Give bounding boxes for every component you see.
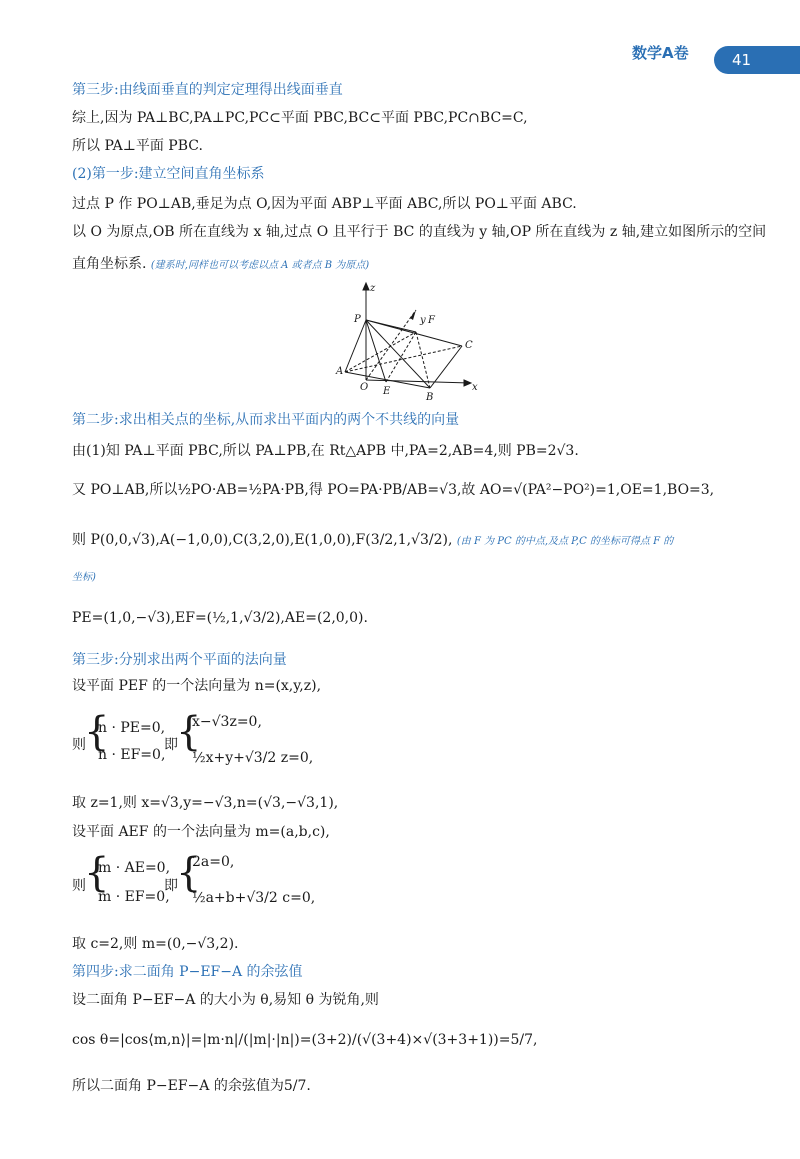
svg-text:F: F: [428, 315, 435, 326]
svg-text:E: E: [383, 386, 391, 397]
svg-text:z: z: [370, 283, 376, 294]
margin-note: (建系时,同样也可以考虑以点 A 或者点 B 为原点): [150, 260, 370, 271]
header-title: 数学A卷: [632, 44, 689, 62]
svg-text:x: x: [472, 382, 478, 393]
text-line: 设平面 PEF 的一个法向量为 n=(x,y,z),: [72, 678, 322, 694]
page-number-badge: 41: [714, 46, 800, 74]
text-line: 所以 PA⊥平面 PBC.: [72, 138, 203, 154]
text-line: 取 z=1,则 x=√3,y=−√3,n=(√3,−√3,1),: [72, 795, 339, 811]
text-line: 以 O 为原点,OB 所在直线为 x 轴,过点 O 且平行于 BC 的直线为 y 轴,OP 所在直线为 z 轴,建立如图所示的空间: [72, 224, 767, 240]
brace-left: {: [84, 850, 110, 896]
svg-text:B: B: [426, 392, 434, 403]
text-line: 又 PO⊥AB,所以½PO·AB=½PA·PB,得 PO=PA·PB/AB=√3,故 AO=√(PA²−PO²)=1,OE=1,BO=3,: [72, 482, 715, 498]
ie-label: 即: [164, 878, 178, 894]
then-label: 则: [72, 737, 86, 753]
svg-text:A: A: [336, 366, 344, 377]
margin-note: (由 F 为 PC 的中点,及点 P,C 的坐标可得点 F 的: [456, 536, 674, 547]
svg-text:y: y: [420, 315, 426, 326]
equation: ½x+y+√3/2 z=0,: [192, 750, 314, 766]
step3b-heading: 第三步:分别求出两个平面的法向量: [72, 652, 287, 668]
text-line: [72, 530, 673, 552]
equation: 2a=0,: [192, 854, 235, 870]
text-line: [72, 254, 369, 276]
text-line: 由(1)知 PA⊥平面 PBC,所以 PA⊥PB,在 Rt△APB 中,PA=2,AB=4,则 PB=2√3.: [72, 443, 579, 459]
part2-heading: (2)第一步:建立空间直角坐标系: [72, 166, 265, 182]
step4-heading: 第四步:求二面角 P−EF−A 的余弦值: [72, 964, 303, 980]
equation: m · AE=0,: [98, 860, 171, 876]
svg-text:C: C: [465, 340, 473, 351]
brace-left: {: [176, 709, 202, 755]
ie-label: 即: [164, 737, 178, 753]
text-span: 则 P(0,0,√3),A(−1,0,0),C(3,2,0),E(1,0,0),F(3/2,1,√3/2),: [72, 532, 453, 548]
conclusion-line: 所以二面角 P−EF−A 的余弦值为5/7.: [72, 1078, 311, 1094]
equation: n · PE=0,: [98, 720, 166, 736]
step3-heading: 第三步:由线面垂直的判定定理得出线面垂直: [72, 82, 343, 98]
text-line: 过点 P 作 PO⊥AB,垂足为点 O,因为平面 ABP⊥平面 ABC,所以 PO⊥平面 ABC.: [72, 196, 577, 212]
brace-left: {: [84, 709, 110, 755]
step2-heading: 第二步:求出相关点的坐标,从而求出平面内的两个不共线的向量: [72, 412, 460, 428]
text-line: 取 c=2,则 m=(0,−√3,2).: [72, 936, 239, 952]
vector-line: PE=(1,0,−√3),EF=(½,1,√3/2),AE=(2,0,0).: [72, 610, 368, 626]
equation: ½a+b+√3/2 c=0,: [192, 890, 316, 906]
coordinate-figure: [330, 280, 490, 405]
margin-note: 坐标): [72, 572, 96, 583]
svg-text:O: O: [360, 382, 369, 393]
then-label: 则: [72, 878, 86, 894]
text-line: 设平面 AEF 的一个法向量为 m=(a,b,c),: [72, 824, 330, 840]
cosine-formula: cos θ=|cos⟨m,n⟩|=|m·n|/(|m|·|n|)=(3+2)/(√(3+4)×√(3+3+1))=5/7,: [72, 1032, 538, 1048]
equation: x−√3z=0,: [192, 714, 262, 730]
brace-left: {: [176, 850, 202, 896]
text-line: 设二面角 P−EF−A 的大小为 θ,易知 θ 为锐角,则: [72, 992, 379, 1008]
text-span: 直角坐标系.: [72, 256, 147, 272]
svg-text:P: P: [354, 314, 361, 325]
text-line: 综上,因为 PA⊥BC,PA⊥PC,PC⊂平面 PBC,BC⊂平面 PBC,PC∩BC=C,: [72, 110, 528, 126]
equation: n · EF=0,: [98, 747, 166, 763]
equation: m · EF=0,: [98, 889, 170, 905]
